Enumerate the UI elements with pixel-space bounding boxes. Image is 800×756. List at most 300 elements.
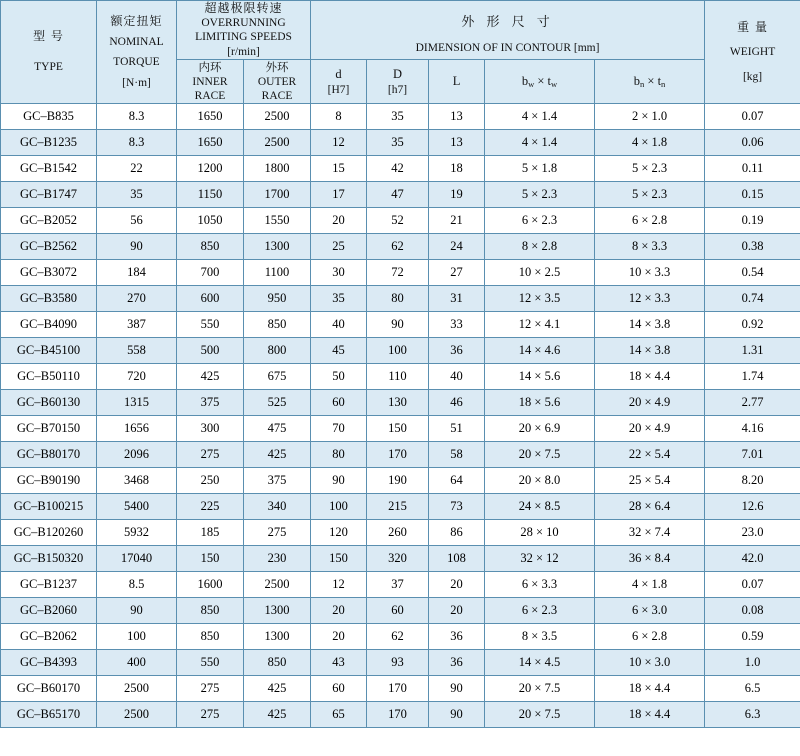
- cell-value: 24: [429, 234, 485, 260]
- cell-value: 10 × 3.3: [595, 260, 705, 286]
- cell-value: 4 × 1.4: [485, 130, 595, 156]
- table-row: [1, 260, 800, 286]
- header-bn-x: ×: [647, 73, 655, 88]
- cell-value: 12: [311, 130, 367, 156]
- cell-value: 90: [429, 676, 485, 702]
- cell-value: 32 × 12: [485, 546, 595, 572]
- cell-value: 800: [244, 338, 311, 364]
- cell-value: 225: [177, 494, 244, 520]
- cell-value: 5400: [97, 494, 177, 520]
- header-inner-race-en1: INNER: [192, 75, 228, 88]
- cell-value: 12 × 3.3: [595, 286, 705, 312]
- cell-type: GC–B2562: [1, 234, 97, 260]
- table-row: [1, 468, 800, 494]
- cell-value: 20 × 4.9: [595, 390, 705, 416]
- cell-value: 62: [367, 624, 429, 650]
- table-row: [1, 598, 800, 624]
- cell-type: GC–B2060: [1, 598, 97, 624]
- cell-value: 108: [429, 546, 485, 572]
- cell-value: 51: [429, 416, 485, 442]
- cell-value: 20: [429, 572, 485, 598]
- header-inner-race-en2: RACE: [194, 89, 226, 102]
- cell-value: 850: [177, 598, 244, 624]
- header-type-en: TYPE: [34, 61, 63, 74]
- cell-value: 93: [367, 650, 429, 676]
- cell-value: 950: [244, 286, 311, 312]
- cell-value: 100: [97, 624, 177, 650]
- header-torque: [97, 1, 177, 104]
- header-bn-sub: n: [640, 78, 645, 89]
- cell-value: 30: [311, 260, 367, 286]
- cell-value: 1656: [97, 416, 177, 442]
- header-type-cn: 型 号: [33, 29, 64, 44]
- cell-value: 60: [311, 676, 367, 702]
- header-inner-race-cn: 内环: [198, 60, 222, 75]
- cell-value: 65: [311, 702, 367, 728]
- header-torque-en2: TORQUE: [113, 56, 160, 69]
- cell-value: 42.0: [705, 546, 800, 572]
- cell-value: 20: [429, 598, 485, 624]
- cell-value: 52: [367, 208, 429, 234]
- cell-value: 0.92: [705, 312, 800, 338]
- cell-value: 36: [429, 338, 485, 364]
- cell-value: 5 × 2.3: [485, 182, 595, 208]
- cell-value: 6 × 3.0: [595, 598, 705, 624]
- cell-value: 60: [367, 598, 429, 624]
- cell-value: 20 × 7.5: [485, 702, 595, 728]
- cell-value: 6 × 2.3: [485, 208, 595, 234]
- cell-value: 1.74: [705, 364, 800, 390]
- cell-value: 1050: [177, 208, 244, 234]
- cell-value: 3468: [97, 468, 177, 494]
- header-outer-race-en1: OUTER: [257, 75, 297, 88]
- header-dimension: [311, 1, 705, 60]
- cell-value: 0.38: [705, 234, 800, 260]
- cell-value: 86: [429, 520, 485, 546]
- cell-type: GC–B45100: [1, 338, 97, 364]
- cell-value: 13: [429, 130, 485, 156]
- cell-value: 215: [367, 494, 429, 520]
- cell-value: 50: [311, 364, 367, 390]
- header-torque-en1: NOMINAL: [109, 36, 164, 49]
- header-bw-tw: [485, 60, 595, 104]
- cell-value: 475: [244, 416, 311, 442]
- cell-value: 275: [177, 442, 244, 468]
- cell-value: 675: [244, 364, 311, 390]
- cell-value: 8.3: [97, 130, 177, 156]
- header-weight: [705, 1, 800, 104]
- cell-value: 6 × 2.3: [485, 598, 595, 624]
- cell-value: 850: [244, 312, 311, 338]
- cell-type: GC–B835: [1, 104, 97, 130]
- table-row: [1, 650, 800, 676]
- cell-value: 2500: [244, 104, 311, 130]
- cell-value: 1315: [97, 390, 177, 416]
- cell-value: 190: [367, 468, 429, 494]
- header-bw-sub: w: [528, 78, 535, 89]
- cell-value: 18 × 4.4: [595, 702, 705, 728]
- cell-value: 0.11: [705, 156, 800, 182]
- cell-value: 5 × 2.3: [595, 156, 705, 182]
- cell-type: GC–B65170: [1, 702, 97, 728]
- cell-value: 8.20: [705, 468, 800, 494]
- cell-value: 700: [177, 260, 244, 286]
- cell-value: 400: [97, 650, 177, 676]
- cell-value: 100: [311, 494, 367, 520]
- header-outer-race-cn: 外环: [265, 60, 289, 75]
- header-d-label: d: [335, 67, 342, 82]
- cell-value: 150: [177, 546, 244, 572]
- table-row: [1, 572, 800, 598]
- table-row: [1, 130, 800, 156]
- table-row: [1, 442, 800, 468]
- cell-value: 80: [311, 442, 367, 468]
- cell-value: 58: [429, 442, 485, 468]
- cell-value: 14 × 4.6: [485, 338, 595, 364]
- cell-value: 2500: [244, 130, 311, 156]
- cell-value: 8 × 2.8: [485, 234, 595, 260]
- cell-value: 20 × 7.5: [485, 676, 595, 702]
- table-body: [1, 104, 800, 728]
- cell-value: 170: [367, 442, 429, 468]
- cell-value: 525: [244, 390, 311, 416]
- cell-value: 22 × 5.4: [595, 442, 705, 468]
- cell-value: 42: [367, 156, 429, 182]
- cell-value: 6.5: [705, 676, 800, 702]
- cell-value: 260: [367, 520, 429, 546]
- cell-value: 1700: [244, 182, 311, 208]
- header-row-1: [1, 1, 800, 60]
- cell-type: GC–B1542: [1, 156, 97, 182]
- header-speeds-en2: LIMITING SPEEDS: [195, 31, 292, 44]
- header-L: [429, 60, 485, 104]
- cell-value: 6.3: [705, 702, 800, 728]
- cell-type: GC–B4090: [1, 312, 97, 338]
- cell-value: 170: [367, 676, 429, 702]
- table-row: [1, 520, 800, 546]
- cell-value: 1650: [177, 130, 244, 156]
- cell-value: 73: [429, 494, 485, 520]
- cell-value: 90: [311, 468, 367, 494]
- cell-value: 340: [244, 494, 311, 520]
- cell-value: 320: [367, 546, 429, 572]
- cell-value: 14 × 4.5: [485, 650, 595, 676]
- table-row: [1, 702, 800, 728]
- cell-type: GC–B150320: [1, 546, 97, 572]
- cell-value: 8.3: [97, 104, 177, 130]
- header-D: [367, 60, 429, 104]
- table-row: [1, 624, 800, 650]
- cell-type: GC–B3072: [1, 260, 97, 286]
- cell-type: GC–B4393: [1, 650, 97, 676]
- cell-value: 12.6: [705, 494, 800, 520]
- cell-value: 2 × 1.0: [595, 104, 705, 130]
- cell-value: 62: [367, 234, 429, 260]
- cell-value: 387: [97, 312, 177, 338]
- cell-value: 19: [429, 182, 485, 208]
- cell-value: 90: [97, 234, 177, 260]
- cell-value: 18 × 4.4: [595, 676, 705, 702]
- cell-value: 720: [97, 364, 177, 390]
- cell-value: 1800: [244, 156, 311, 182]
- cell-value: 2.77: [705, 390, 800, 416]
- cell-value: 35: [97, 182, 177, 208]
- table-row: [1, 312, 800, 338]
- cell-value: 275: [177, 676, 244, 702]
- cell-value: 5932: [97, 520, 177, 546]
- cell-value: 5 × 1.8: [485, 156, 595, 182]
- header-d: [311, 60, 367, 104]
- cell-value: 184: [97, 260, 177, 286]
- cell-type: GC–B60170: [1, 676, 97, 702]
- cell-value: 35: [367, 130, 429, 156]
- cell-value: 37: [367, 572, 429, 598]
- cell-value: 558: [97, 338, 177, 364]
- cell-type: GC–B70150: [1, 416, 97, 442]
- cell-value: 23.0: [705, 520, 800, 546]
- header-dimension-cn: 外 形 尺 寸: [461, 15, 554, 31]
- cell-value: 17: [311, 182, 367, 208]
- cell-value: 850: [244, 650, 311, 676]
- cell-value: 500: [177, 338, 244, 364]
- cell-value: 2500: [97, 676, 177, 702]
- cell-value: 46: [429, 390, 485, 416]
- cell-value: 18 × 4.4: [595, 364, 705, 390]
- cell-type: GC–B80170: [1, 442, 97, 468]
- header-bw-b: b: [521, 73, 529, 88]
- cell-value: 2096: [97, 442, 177, 468]
- cell-value: 1300: [244, 598, 311, 624]
- cell-value: 150: [367, 416, 429, 442]
- cell-value: 600: [177, 286, 244, 312]
- table-row: [1, 676, 800, 702]
- table-row: [1, 208, 800, 234]
- cell-value: 90: [97, 598, 177, 624]
- cell-value: 32 × 7.4: [595, 520, 705, 546]
- cell-value: 0.08: [705, 598, 800, 624]
- header-torque-cn: 额定扭矩: [110, 14, 163, 29]
- header-weight-en: WEIGHT: [729, 46, 776, 59]
- cell-type: GC–B3580: [1, 286, 97, 312]
- header-weight-unit: [kg]: [742, 70, 763, 83]
- cell-value: 0.07: [705, 104, 800, 130]
- cell-value: 150: [311, 546, 367, 572]
- cell-value: 20: [311, 624, 367, 650]
- cell-type: GC–B2052: [1, 208, 97, 234]
- cell-value: 90: [429, 702, 485, 728]
- cell-value: 20: [311, 208, 367, 234]
- cell-value: 60: [311, 390, 367, 416]
- table-row: [1, 364, 800, 390]
- cell-value: 33: [429, 312, 485, 338]
- cell-value: 4.16: [705, 416, 800, 442]
- cell-type: GC–B1237: [1, 572, 97, 598]
- cell-value: 56: [97, 208, 177, 234]
- cell-type: GC–B1747: [1, 182, 97, 208]
- cell-value: 12 × 4.1: [485, 312, 595, 338]
- cell-value: 425: [177, 364, 244, 390]
- cell-value: 90: [367, 312, 429, 338]
- cell-value: 20 × 6.9: [485, 416, 595, 442]
- cell-value: 4 × 1.8: [595, 130, 705, 156]
- cell-value: 45: [311, 338, 367, 364]
- cell-value: 110: [367, 364, 429, 390]
- cell-value: 20 × 7.5: [485, 442, 595, 468]
- cell-value: 80: [367, 286, 429, 312]
- cell-type: GC–B2062: [1, 624, 97, 650]
- cell-value: 47: [367, 182, 429, 208]
- cell-value: 28 × 6.4: [595, 494, 705, 520]
- cell-value: 36 × 8.4: [595, 546, 705, 572]
- cell-value: 10 × 2.5: [485, 260, 595, 286]
- cell-value: 21: [429, 208, 485, 234]
- cell-value: 14 × 5.6: [485, 364, 595, 390]
- header-dimension-en: DIMENSION OF IN CONTOUR [mm]: [415, 41, 600, 54]
- header-bn-tn: [595, 60, 705, 104]
- cell-value: 2500: [97, 702, 177, 728]
- table-row: [1, 234, 800, 260]
- cell-value: 0.06: [705, 130, 800, 156]
- table-row: [1, 546, 800, 572]
- cell-value: 20 × 8.0: [485, 468, 595, 494]
- cell-value: 20: [311, 598, 367, 624]
- cell-value: 1100: [244, 260, 311, 286]
- cell-value: 36: [429, 650, 485, 676]
- cell-value: 850: [177, 624, 244, 650]
- cell-value: 170: [367, 702, 429, 728]
- header-D-label: D: [393, 67, 403, 82]
- cell-value: 0.15: [705, 182, 800, 208]
- header-d-fit: [H7]: [327, 83, 350, 96]
- cell-value: 100: [367, 338, 429, 364]
- cell-value: 14 × 3.8: [595, 312, 705, 338]
- cell-value: 0.59: [705, 624, 800, 650]
- cell-value: 14 × 3.8: [595, 338, 705, 364]
- cell-value: 70: [311, 416, 367, 442]
- header-torque-unit: [N·m]: [122, 76, 151, 89]
- cell-value: 1650: [177, 104, 244, 130]
- cell-value: 6 × 3.3: [485, 572, 595, 598]
- header-L-label: L: [452, 74, 461, 89]
- header-speeds-en1: OVERRUNNING: [201, 17, 286, 29]
- header-speeds-cn: 超越极限转速: [204, 1, 283, 15]
- header-speeds: [177, 1, 311, 60]
- cell-value: 1600: [177, 572, 244, 598]
- cell-value: 28 × 10: [485, 520, 595, 546]
- cell-value: 31: [429, 286, 485, 312]
- cell-value: 425: [244, 442, 311, 468]
- cell-value: 275: [244, 520, 311, 546]
- header-outer-race-en2: RACE: [261, 89, 293, 102]
- cell-value: 40: [429, 364, 485, 390]
- cell-value: 25 × 5.4: [595, 468, 705, 494]
- header-bw-sub2: w: [551, 78, 558, 89]
- cell-value: 17040: [97, 546, 177, 572]
- cell-value: 1300: [244, 624, 311, 650]
- table-row: [1, 156, 800, 182]
- cell-value: 425: [244, 702, 311, 728]
- cell-value: 130: [367, 390, 429, 416]
- cell-value: 230: [244, 546, 311, 572]
- cell-value: 18: [429, 156, 485, 182]
- cell-value: 8 × 3.5: [485, 624, 595, 650]
- cell-value: 550: [177, 312, 244, 338]
- cell-value: 1200: [177, 156, 244, 182]
- cell-value: 0.19: [705, 208, 800, 234]
- cell-value: 4 × 1.4: [485, 104, 595, 130]
- cell-value: 375: [244, 468, 311, 494]
- table-row: [1, 338, 800, 364]
- cell-type: GC–B1235: [1, 130, 97, 156]
- header-bw-t: t: [547, 73, 552, 88]
- table-row: [1, 390, 800, 416]
- cell-value: 850: [177, 234, 244, 260]
- cell-value: 1150: [177, 182, 244, 208]
- cell-value: 4 × 1.8: [595, 572, 705, 598]
- cell-value: 6 × 2.8: [595, 208, 705, 234]
- cell-value: 27: [429, 260, 485, 286]
- cell-type: GC–B60130: [1, 390, 97, 416]
- cell-value: 43: [311, 650, 367, 676]
- cell-value: 40: [311, 312, 367, 338]
- cell-value: 15: [311, 156, 367, 182]
- cell-value: 250: [177, 468, 244, 494]
- table-header: [1, 1, 800, 104]
- cell-value: 1.0: [705, 650, 800, 676]
- cell-value: 12: [311, 572, 367, 598]
- cell-value: 10 × 3.0: [595, 650, 705, 676]
- cell-value: 22: [97, 156, 177, 182]
- header-bn-sub2: n: [661, 78, 666, 89]
- cell-value: 35: [311, 286, 367, 312]
- header-bw-x: ×: [537, 73, 545, 88]
- cell-value: 7.01: [705, 442, 800, 468]
- cell-value: 64: [429, 468, 485, 494]
- cell-value: 270: [97, 286, 177, 312]
- cell-value: 2500: [244, 572, 311, 598]
- cell-value: 72: [367, 260, 429, 286]
- table-row: [1, 494, 800, 520]
- cell-value: 0.07: [705, 572, 800, 598]
- cell-value: 25: [311, 234, 367, 260]
- cell-value: 6 × 2.8: [595, 624, 705, 650]
- cell-value: 12 × 3.5: [485, 286, 595, 312]
- cell-value: 8 × 3.3: [595, 234, 705, 260]
- cell-value: 8.5: [97, 572, 177, 598]
- cell-value: 1550: [244, 208, 311, 234]
- table-row: [1, 104, 800, 130]
- cell-value: 1300: [244, 234, 311, 260]
- header-outer-race: [244, 60, 311, 104]
- cell-value: 300: [177, 416, 244, 442]
- cell-value: 425: [244, 676, 311, 702]
- header-weight-cn: 重 量: [737, 20, 768, 35]
- cell-type: GC–B90190: [1, 468, 97, 494]
- cell-value: 375: [177, 390, 244, 416]
- cell-value: 36: [429, 624, 485, 650]
- cell-value: 550: [177, 650, 244, 676]
- cell-value: 24 × 8.5: [485, 494, 595, 520]
- header-speeds-unit: [r/min]: [227, 45, 260, 58]
- table-row: [1, 182, 800, 208]
- header-D-fit: [h7]: [387, 83, 408, 96]
- cell-type: GC–B50110: [1, 364, 97, 390]
- header-inner-race: [177, 60, 244, 104]
- cell-type: GC–B120260: [1, 520, 97, 546]
- cell-value: 18 × 5.6: [485, 390, 595, 416]
- header-type: [1, 1, 97, 104]
- cell-value: 20 × 4.9: [595, 416, 705, 442]
